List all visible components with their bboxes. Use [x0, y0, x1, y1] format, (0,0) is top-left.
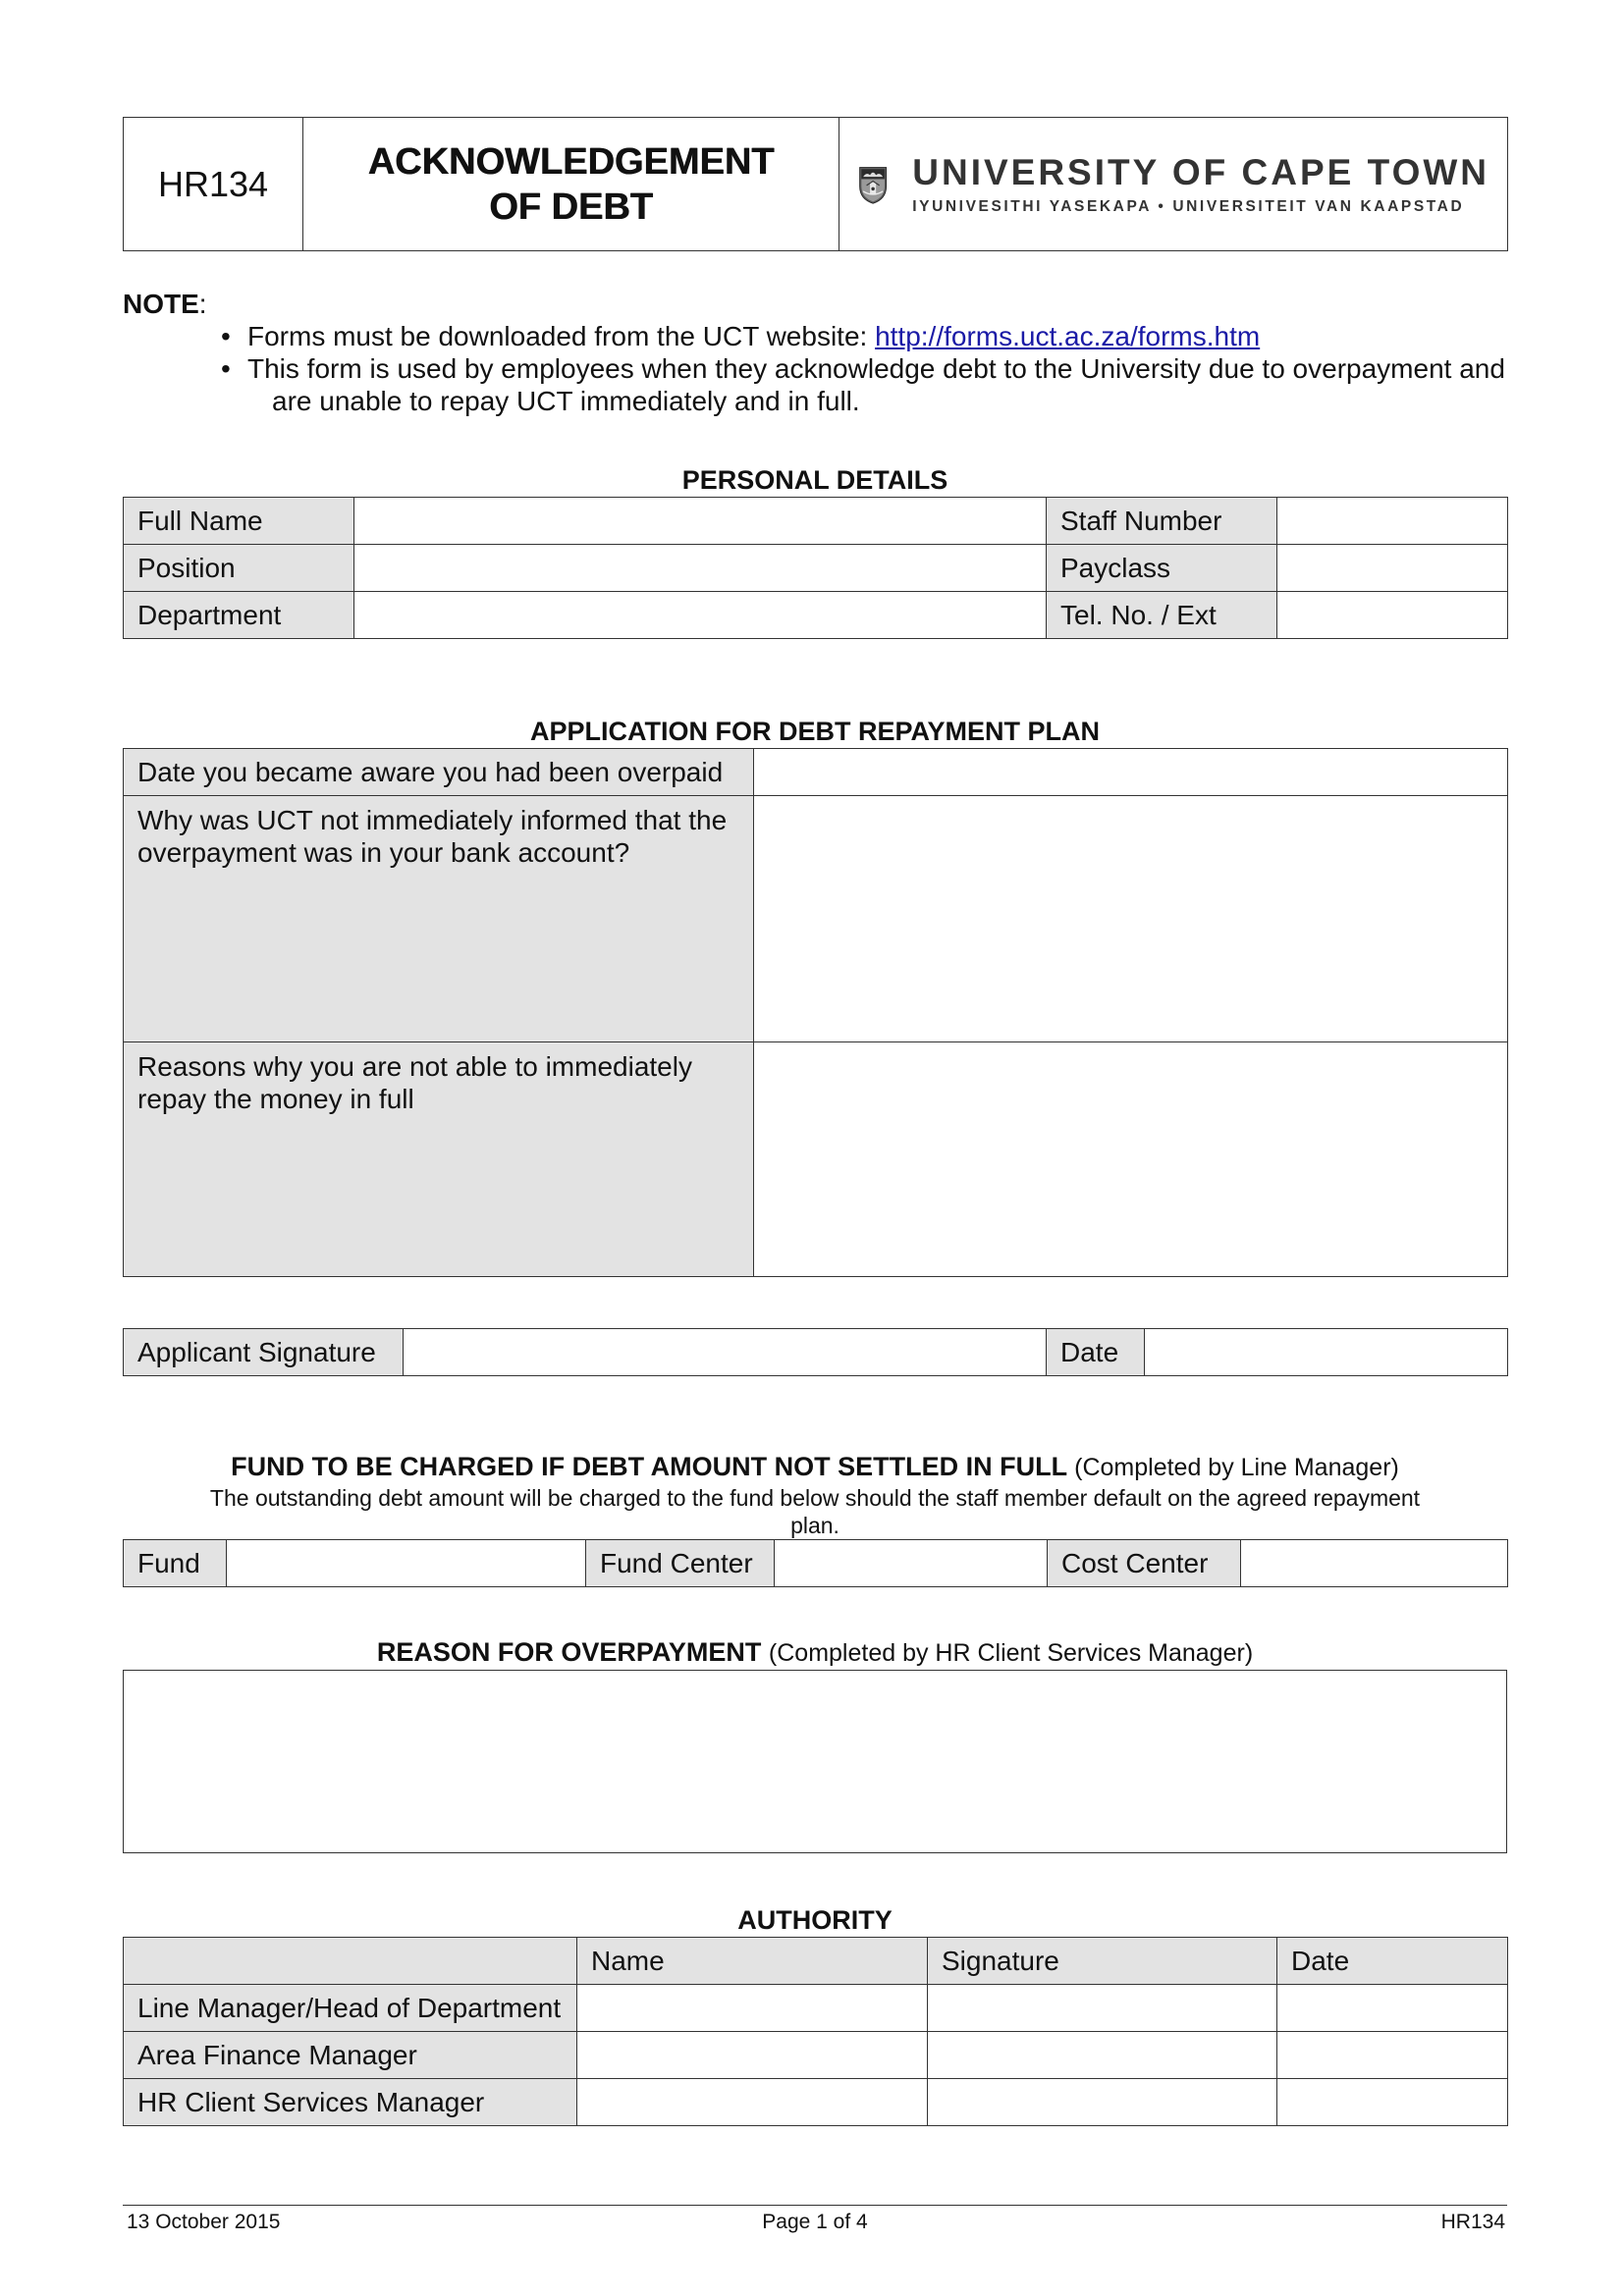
full-name-label: Full Name	[124, 498, 354, 545]
unable-repay-field[interactable]	[754, 1042, 1508, 1277]
authority-row-hr-client: HR Client Services Manager	[124, 2079, 577, 2126]
authority-row-area-finance: Area Finance Manager	[124, 2032, 577, 2079]
applicant-signature-label: Applicant Signature	[124, 1329, 404, 1376]
university-logo-cell	[839, 118, 1508, 251]
applicant-signature-field[interactable]	[404, 1329, 1047, 1376]
note-bullet-1: • Forms must be downloaded from the UCT website: http://forms.uct.ac.za/forms.htm	[221, 321, 1261, 351]
area-finance-signature-field[interactable]	[928, 2032, 1277, 2079]
department-field[interactable]	[354, 592, 1047, 639]
uct-crest-icon	[857, 137, 889, 232]
hr-client-name-field[interactable]	[577, 2079, 928, 2126]
fund-title: FUND TO BE CHARGED IF DEBT AMOUNT NOT SETTLED IN FULL (Completed by Line Manager)	[231, 1452, 1399, 1481]
authority-col-date: Date	[1277, 1938, 1508, 1985]
authority-table	[123, 1937, 1508, 2126]
payclass-label: Payclass	[1047, 545, 1277, 592]
area-finance-date-field[interactable]	[1277, 2032, 1508, 2079]
applicant-signature-table	[123, 1328, 1508, 1376]
position-label: Position	[124, 545, 354, 592]
signature-date-label: Date	[1047, 1329, 1145, 1376]
footer-date: 13 October 2015	[127, 2211, 281, 2233]
overpayment-title: REASON FOR OVERPAYMENT (Completed by HR Client Services Manager)	[376, 1637, 1254, 1667]
form-code: HR134	[124, 118, 303, 251]
form-title-line2: OF DEBT	[489, 186, 653, 228]
form-title-line1: ACKNOWLEDGEMENT	[367, 140, 775, 183]
overpayment-table	[123, 1670, 1507, 1853]
aware-date-label: Date you became aware you had been overpaid	[124, 749, 754, 796]
fund-title-note: (Completed by Line Manager)	[1074, 1454, 1399, 1481]
staff-number-label: Staff Number	[1047, 498, 1277, 545]
fund-center-field[interactable]	[775, 1540, 1048, 1587]
staff-number-field[interactable]	[1277, 498, 1508, 545]
overpayment-reason-field[interactable]	[124, 1671, 1507, 1853]
area-finance-name-field[interactable]	[577, 2032, 928, 2079]
university-name: UNIVERSITY OF CAPE TOWN	[912, 151, 1489, 192]
position-field[interactable]	[354, 545, 1047, 592]
line-manager-signature-field[interactable]	[928, 1985, 1277, 2032]
note-heading: NOTE	[123, 289, 199, 319]
personal-details-table	[123, 497, 1508, 639]
authority-col-name: Name	[577, 1938, 928, 1985]
hr-client-signature-field[interactable]	[928, 2079, 1277, 2126]
authority-row-line-manager: Line Manager/Head of Department	[124, 1985, 577, 2032]
application-title: APPLICATION FOR DEBT REPAYMENT PLAN	[529, 717, 1101, 746]
footer-page-number: Page 1 of 4	[762, 2211, 868, 2233]
fund-field[interactable]	[227, 1540, 586, 1587]
forms-website-link[interactable]: http://forms.uct.ac.za/forms.htm	[875, 321, 1261, 351]
header-table	[123, 117, 1508, 251]
note-section: NOTE: • Forms must be downloaded from the UCT website: http://forms.uct.ac.za/forms.htm • This form is used by employees when they acknowledge debt to the University due to overpayment and are unable to repay UCT immediately and in full.	[123, 288, 1507, 417]
tel-label: Tel. No. / Ext	[1047, 592, 1277, 639]
fund-center-label: Fund Center	[586, 1540, 775, 1587]
cost-center-label: Cost Center	[1048, 1540, 1241, 1587]
cost-center-field[interactable]	[1241, 1540, 1508, 1587]
authority-corner-cell	[124, 1938, 577, 1985]
fund-table	[123, 1539, 1508, 1587]
form-title	[303, 118, 839, 251]
footer-form-code: HR134	[1440, 2211, 1505, 2233]
line-manager-date-field[interactable]	[1277, 1985, 1508, 2032]
page-footer	[123, 2205, 1507, 2233]
authority-title: AUTHORITY	[737, 1905, 893, 1935]
not-informed-field[interactable]	[754, 796, 1508, 1042]
fund-description: The outstanding debt amount will be charged to the fund below should the staff member default on the agreed repayment plan.	[209, 1485, 1421, 1538]
payclass-field[interactable]	[1277, 545, 1508, 592]
personal-details-title: PERSONAL DETAILS	[681, 465, 948, 495]
aware-date-field[interactable]	[754, 749, 1508, 796]
overpayment-title-note: (Completed by HR Client Services Manager)	[768, 1639, 1254, 1667]
authority-col-signature: Signature	[928, 1938, 1277, 1985]
tel-field[interactable]	[1277, 592, 1508, 639]
unable-repay-label: Reasons why you are not able to immediately repay the money in full	[124, 1042, 754, 1277]
full-name-field[interactable]	[354, 498, 1047, 545]
department-label: Department	[124, 592, 354, 639]
not-informed-label: Why was UCT not immediately informed that the overpayment was in your bank account?	[124, 796, 754, 1042]
line-manager-name-field[interactable]	[577, 1985, 928, 2032]
note-bullet-2: • This form is used by employees when they acknowledge debt to the University due to overpayment and are unable to repay UCT immediately and in full.	[221, 353, 1505, 416]
application-table	[123, 748, 1508, 1277]
signature-date-field[interactable]	[1145, 1329, 1508, 1376]
hr-client-date-field[interactable]	[1277, 2079, 1508, 2126]
university-subtitle: IYUNIVESITHI YASEKAPA • UNIVERSITEIT VAN KAAPSTAD	[912, 197, 1465, 215]
fund-label: Fund	[124, 1540, 227, 1587]
